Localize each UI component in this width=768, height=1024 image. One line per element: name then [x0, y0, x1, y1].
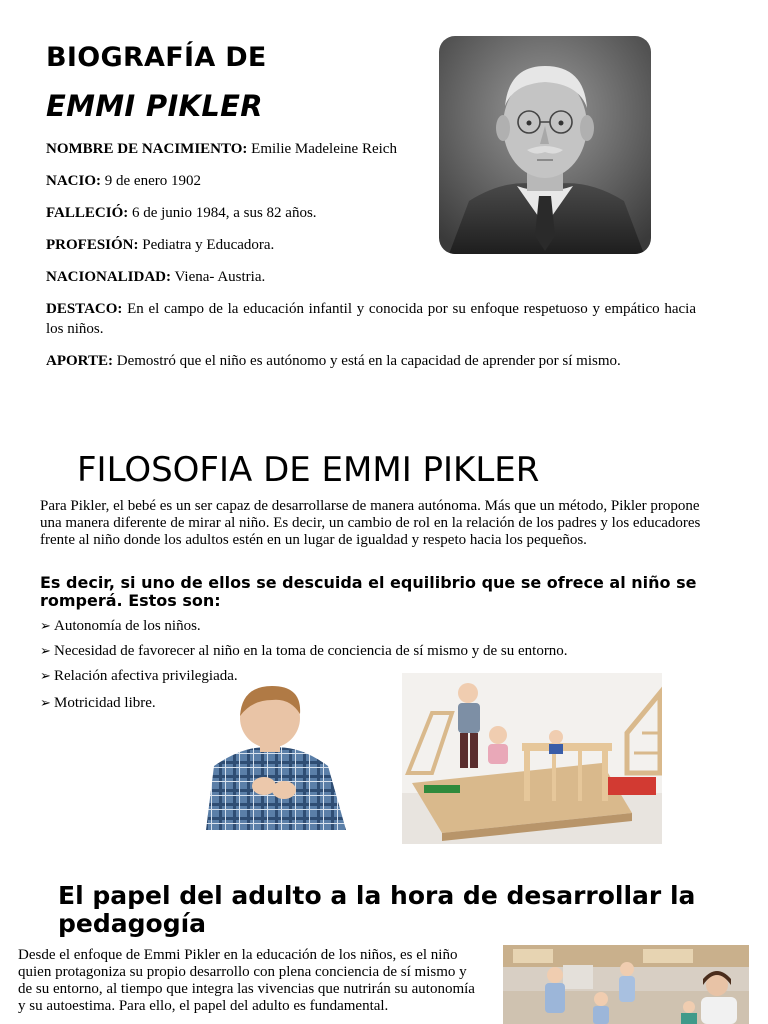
field-value: Viena- Austria.	[174, 269, 266, 285]
field-birth-name	[46, 139, 397, 159]
field-died	[46, 203, 317, 223]
adult-role-paragraph: Desde el enfoque de Emmi Pikler en la educación de los niños, es el niño quien protagoniza su propio desarrollo con plena conciencia de sí mismo y de su entorno, al tiempo que integra las vivencias que nutrirán su autonomía y su autoestima. Para ello, el papel del adulto es fundamental.	[18, 947, 475, 1014]
field-highlight	[46, 299, 696, 339]
arrow-bullet-icon: ➢	[40, 669, 51, 684]
portrait-photo	[439, 36, 651, 254]
bullet-text: Autonomía de los niños.	[54, 618, 201, 634]
field-profession	[46, 235, 274, 255]
classroom-photo	[503, 945, 749, 1024]
adult-role-title: El papel del adulto a la hora de desarrollar la pedagogía	[58, 881, 696, 938]
field-value: 6 de junio 1984, a sus 82 años.	[131, 205, 317, 221]
field-label: NACIONALIDAD:	[46, 269, 172, 285]
field-label: DESTACO:	[46, 301, 123, 317]
field-value: Demostró que el niño es autónomo y está en la capacidad de aprender por sí mismo.	[116, 353, 621, 369]
biography-title-line1: BIOGRAFÍA DE	[46, 42, 267, 73]
bullet-item	[40, 616, 201, 637]
field-label: NACIO:	[46, 173, 101, 189]
philosophy-paragraph: Para Pikler, el bebé es un ser capaz de desarrollarse de manera autónoma. Más que un método, Pikler propone una manera diferente de mirar al niño. Es decir, un cambio de rol en la relación de los padres y los educadores frente al niño donde los adultos estén en un lugar de igualdad y respeto hacia los pequeños.	[40, 498, 701, 548]
bullet-item	[40, 666, 238, 687]
field-value: 9 de enero 1902	[104, 173, 201, 189]
boy-buttoning-shirt-photo	[186, 686, 356, 830]
bullet-text: Necesidad de favorecer al niño en la toma de conciencia de sí mismo y de su entorno.	[54, 643, 568, 659]
bullet-item	[40, 693, 156, 714]
arrow-bullet-icon: ➢	[40, 619, 51, 634]
field-label: FALLECIÓ:	[46, 205, 129, 221]
biography-title-line2: EMMI PIKLER	[46, 89, 263, 123]
arrow-bullet-icon: ➢	[40, 644, 51, 659]
bullet-text: Motricidad libre.	[54, 695, 156, 711]
field-value: En el campo de la educación infantil y conocida por su enfoque respetuoso y empático hacia los niños.	[46, 301, 696, 337]
field-label: NOMBRE DE NACIMIENTO:	[46, 141, 248, 157]
field-label: PROFESIÓN:	[46, 237, 139, 253]
field-nationality	[46, 267, 265, 287]
bullet-text: Relación afectiva privilegiada.	[54, 668, 238, 684]
bullet-item	[40, 641, 568, 662]
field-born	[46, 171, 201, 191]
field-label: APORTE:	[46, 353, 113, 369]
field-value: Emilie Madeleine Reich	[251, 141, 397, 157]
philosophy-title: FILOSOFIA DE EMMI PIKLER	[77, 450, 540, 490]
children-playroom-photo	[402, 673, 662, 844]
arrow-bullet-icon: ➢	[40, 696, 51, 711]
field-contribution	[46, 351, 621, 371]
philosophy-bold-statement: Es decir, si uno de ellos se descuida el equilibrio que se ofrece al niño se romperá. Estos son:	[40, 573, 697, 610]
field-value: Pediatra y Educadora.	[142, 237, 275, 253]
